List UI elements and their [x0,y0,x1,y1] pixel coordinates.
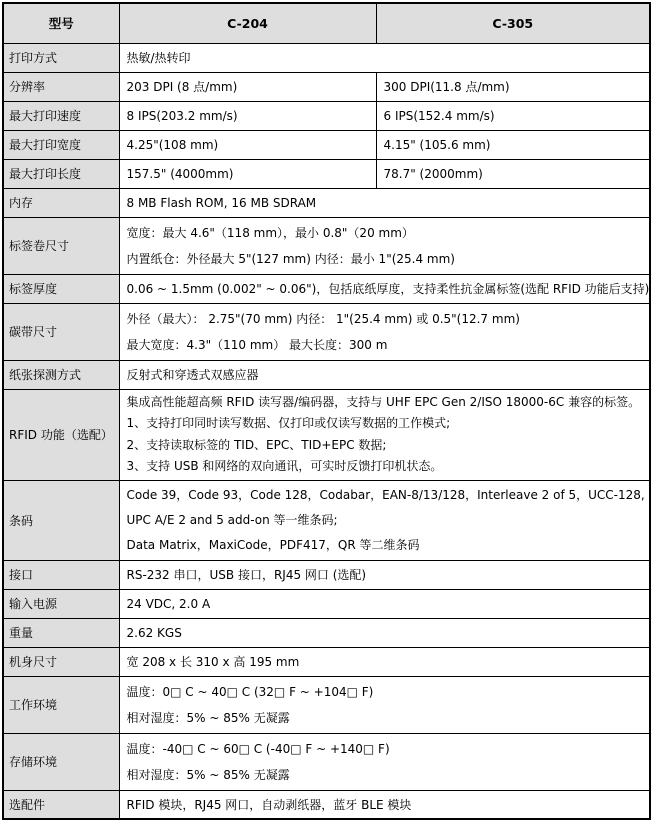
value-line: 相对湿度：5% ~ 85% 无凝露 [126,710,290,725]
row-interface [3,560,650,589]
header-model-c204: C-204 [119,3,376,43]
value-line: 1、支持打印同时读写数据、仅打印或仅读写数据的工作模式; [126,416,451,430]
row-label: 打印方式 [3,43,119,72]
value-line: 最大宽度：4.3"（110 mm） 最大长度：300 m [126,337,388,352]
row-value-c204: 157.5" (4000mm) [119,159,376,188]
value-line: 温度：-40□ C ~ 60□ C (-40□ F ~ +140□ F) [126,741,390,756]
header-row [3,3,650,43]
row-label: 最大打印长度 [3,159,119,188]
row-label: 重量 [3,618,119,647]
row-memory [3,188,650,217]
row-value [119,303,650,360]
row-value: 热敏/热转印 [119,43,650,72]
row-value-c305: 300 DPI(11.8 点/mm) [376,72,650,101]
row-label-roll-size [3,217,650,274]
row-storage-environment [3,733,650,790]
row-value: 反射式和穿透式双感应器 [119,360,650,389]
header-model-label: 型号 [3,3,119,43]
row-value-c305: 78.7" (2000mm) [376,159,650,188]
row-value-c305: 6 IPS(152.4 mm/s) [376,101,650,130]
row-body-dimensions [3,647,650,676]
row-label: 碳带尺寸 [3,303,119,360]
row-value [119,733,650,790]
row-optional-accessories [3,790,650,819]
row-max-print-width [3,130,650,159]
value-line: 温度：0□ C ~ 40□ C (32□ F ~ +104□ F) [126,684,374,699]
row-label: 条码 [3,480,119,560]
row-value-c204: 8 IPS(203.2 mm/s) [119,101,376,130]
row-value [119,480,650,560]
value-line: 宽度：最大 4.6"（118 mm），最小 0.8"（20 mm） [126,225,414,240]
row-input-power [3,589,650,618]
value-line: Data Matrix，MaxiCode，PDF417，QR 等二维条码 [126,537,420,552]
row-value [119,217,650,274]
value-line: 2、支持读取标签的 TID、EPC、TID+EPC 数据; [126,437,387,452]
value-line: Code 39，Code 93，Code 128，Codabar，EAN-8/13/128，Interleave 2 of 5，UCC-128, [126,487,645,502]
value-line: 相对湿度：5% ~ 85% 无凝露 [126,767,290,782]
value-line: 集成高性能超高频 RFID 读写器/编码器，支持与 UHF EPC Gen 2/ISO 18000-6C 兼容的标签。 [126,394,641,409]
printer-spec-table [2,2,651,820]
value-line: 3、支持 USB 和网络的双向通讯，可实时反馈打印机状态。 [126,459,443,473]
row-operating-environment [3,676,650,733]
value-line: 内置纸仓：外径最大 5"(127 mm) 内径：最小 1"(25.4 mm) [126,251,455,266]
row-value: RS-232 串口，USB 接口，RJ45 网口 (选配) [119,560,650,589]
row-value [119,389,650,480]
row-max-print-speed [3,101,650,130]
row-label: 输入电源 [3,589,119,618]
row-label: 接口 [3,560,119,589]
value-line: 外径（最大）： 2.75"(70 mm) 内径： 1"(25.4 mm) 或 0.5"(12.7 mm) [126,311,520,326]
row-label: 内存 [3,188,119,217]
row-label: RFID 功能（选配） [3,389,119,480]
row-value: 24 VDC, 2.0 A [119,589,650,618]
row-value-c204: 203 DPI (8 点/mm) [119,72,376,101]
row-resolution [3,72,650,101]
row-label: 最大打印宽度 [3,130,119,159]
row-value-c305: 4.15" (105.6 mm) [376,130,650,159]
row-media-sensing [3,360,650,389]
row-value: 0.06 ~ 1.5mm (0.002" ~ 0.06")，包括底纸厚度，支持柔性抗金属标签(选配 RFID 功能后支持) [119,274,650,303]
row-label: 机身尺寸 [3,647,119,676]
row-label: 标签卷尺寸 [3,217,119,274]
value-line: UPC A/E 2 and 5 add-on 等一维条码; [126,512,338,527]
row-value: 8 MB Flash ROM, 16 MB SDRAM [119,188,650,217]
row-label: 分辨率 [3,72,119,101]
row-value [119,676,650,733]
row-label: 选配件 [3,790,119,819]
row-value-c204: 4.25"(108 mm) [119,130,376,159]
row-max-print-length [3,159,650,188]
row-label: 工作环境 [3,676,119,733]
header-model-c305: C-305 [376,3,650,43]
row-value: 2.62 KGS [119,618,650,647]
row-label: 存储环境 [3,733,119,790]
row-rfid-function [3,389,650,480]
row-weight [3,618,650,647]
row-label-thickness [3,274,650,303]
row-value: RFID 模块，RJ45 网口，自动剥纸器，蓝牙 BLE 模块 [119,790,650,819]
row-label: 纸张探测方式 [3,360,119,389]
row-barcodes [3,480,650,560]
row-ribbon-size [3,303,650,360]
row-print-method [3,43,650,72]
row-value: 宽 208 x 长 310 x 高 195 mm [119,647,650,676]
row-label: 标签厚度 [3,274,119,303]
row-label: 最大打印速度 [3,101,119,130]
